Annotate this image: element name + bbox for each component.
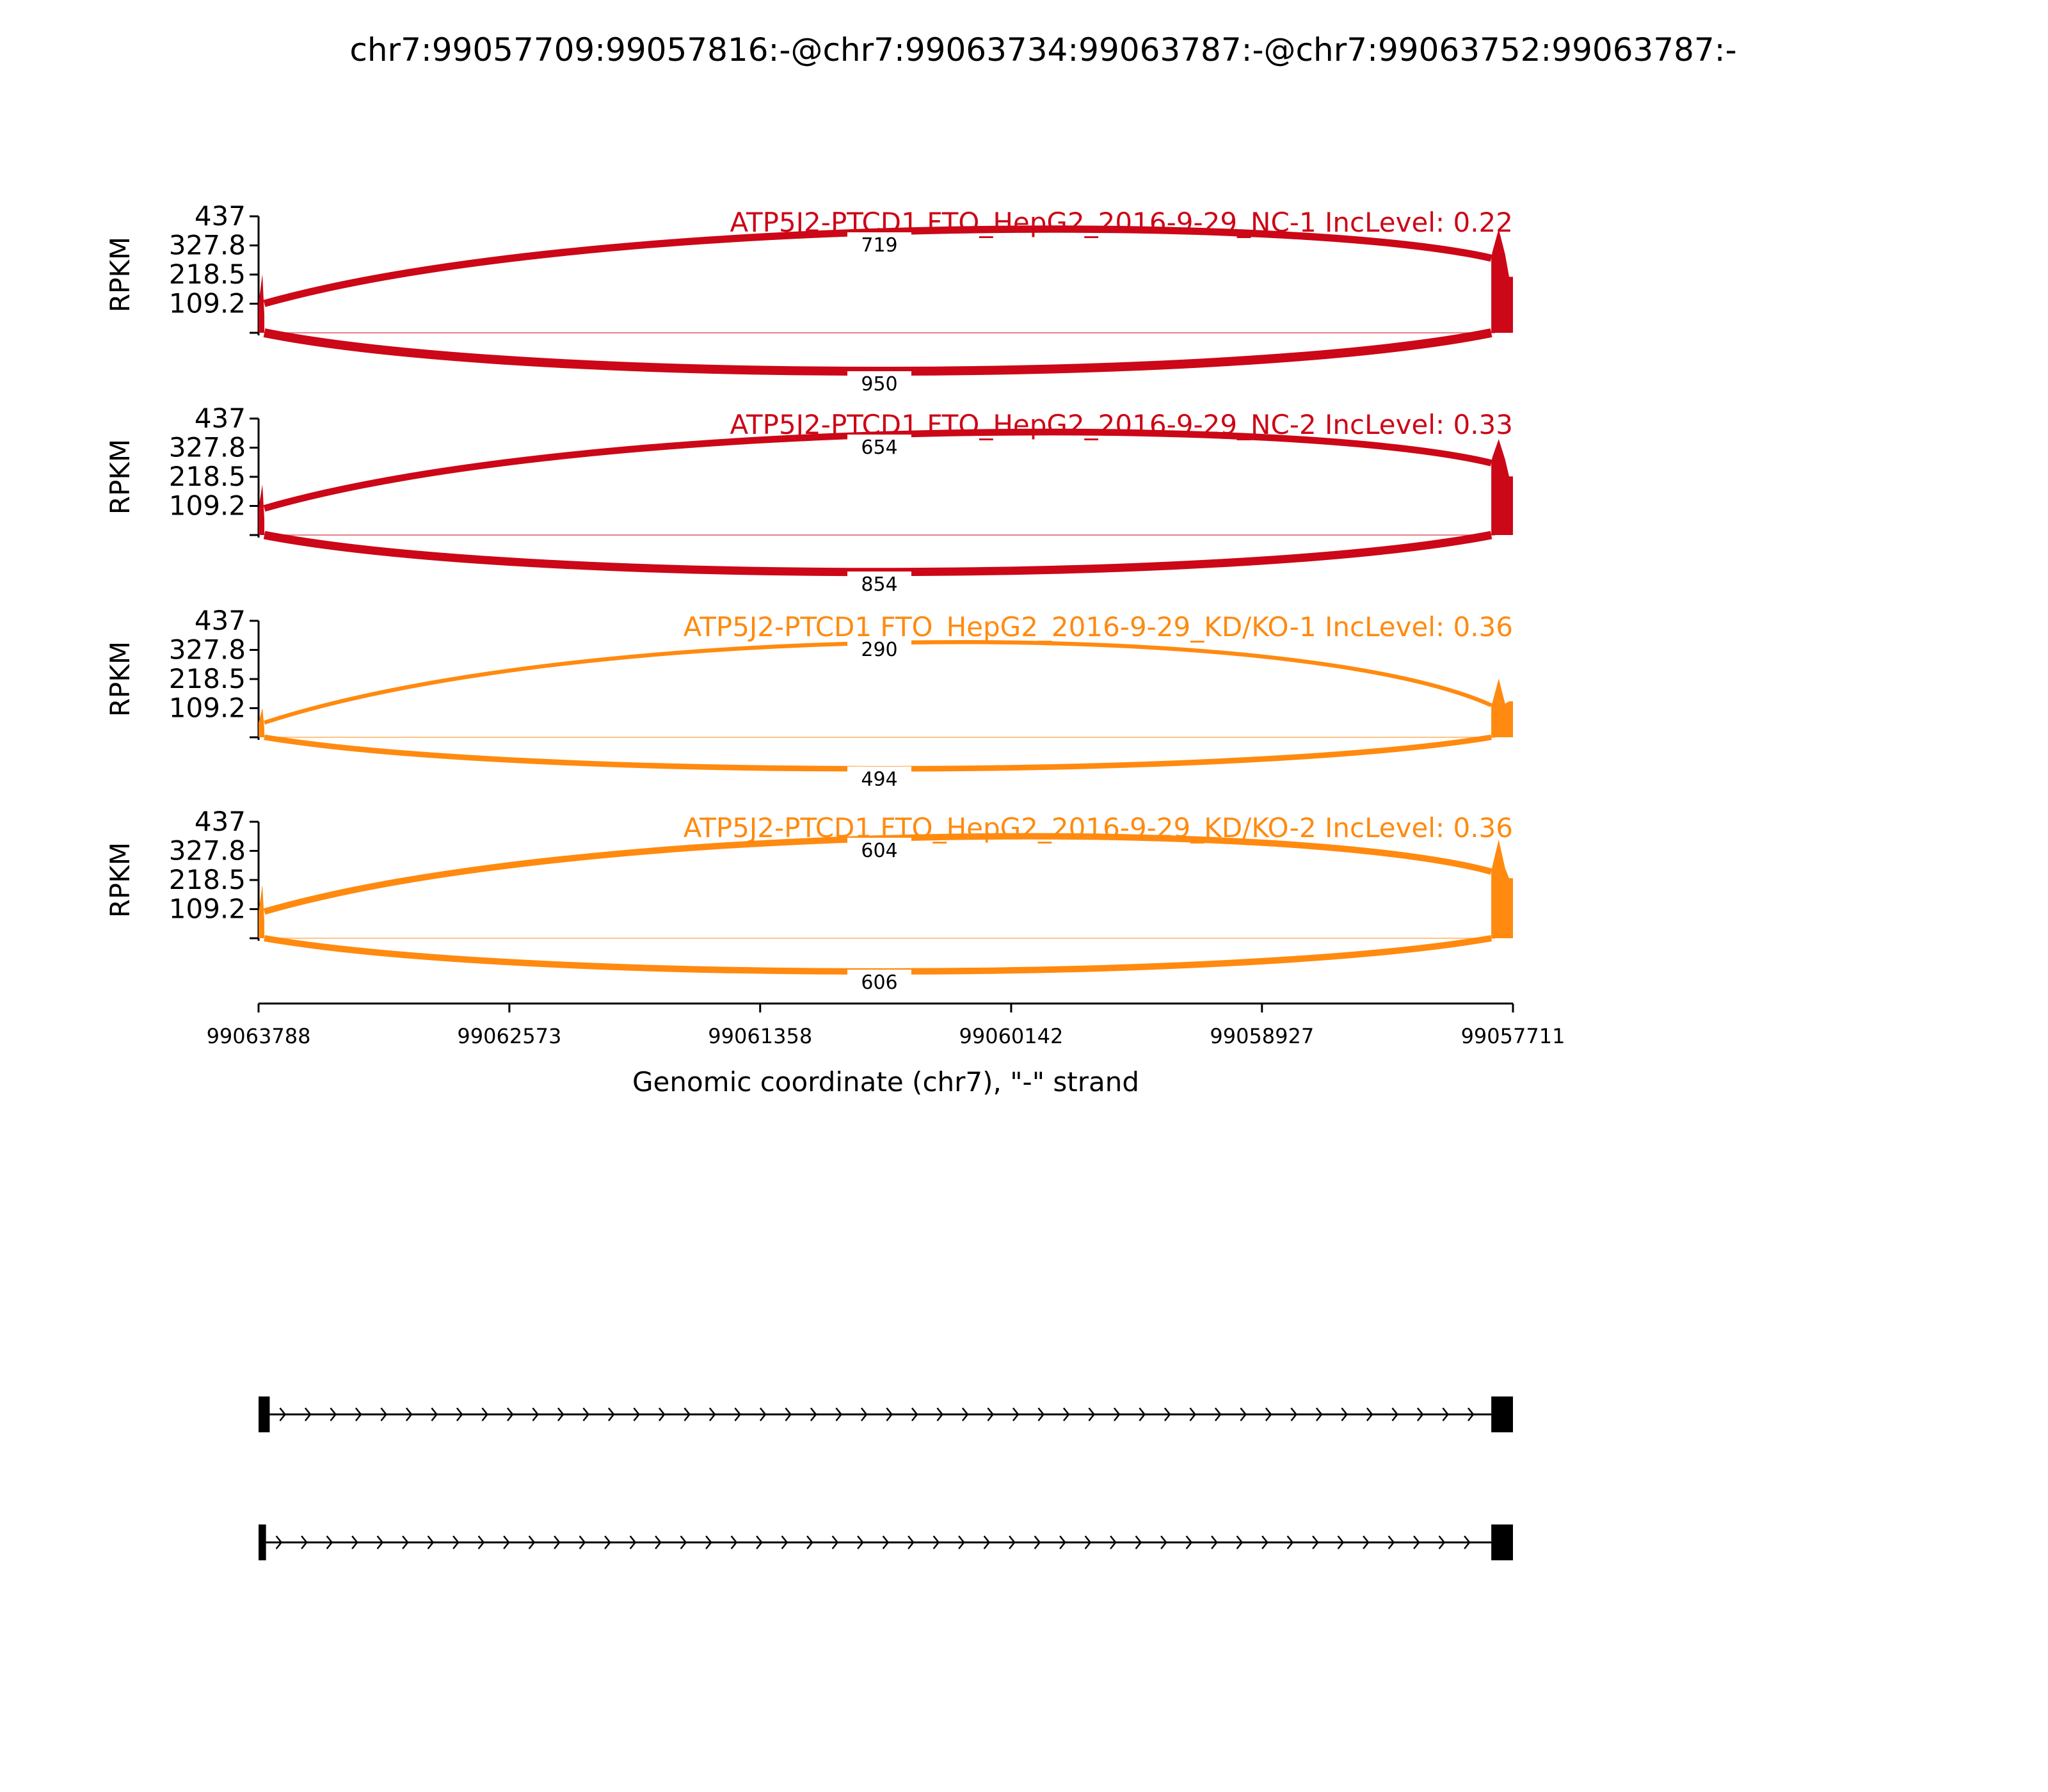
junction-arc <box>264 535 1491 572</box>
coverage-peak-right <box>1491 678 1513 737</box>
exon-block <box>1491 1396 1513 1432</box>
y-tick-label: 327.8 <box>168 431 246 463</box>
y-tick-label: 327.8 <box>168 634 246 666</box>
y-tick-label: 109.2 <box>168 490 246 522</box>
x-axis <box>207 1004 1565 1048</box>
y-tick-label: 109.2 <box>168 692 246 724</box>
track-1 <box>104 200 1513 397</box>
junction-count: 494 <box>861 768 898 791</box>
track-title: ATP5J2-PTCD1 FTO_HepG2_2016-9-29_KD/KO-2 IncLevel: 0.36 <box>683 812 1513 844</box>
y-tick-label: 109.2 <box>168 287 246 319</box>
x-tick-label: 99063788 <box>206 1024 311 1048</box>
exon-block <box>1491 1524 1513 1560</box>
y-tick-label: 437 <box>194 200 246 232</box>
y-tick-label: 218.5 <box>168 663 246 694</box>
x-tick-label: 99060142 <box>959 1024 1064 1048</box>
junction-arc <box>264 938 1491 972</box>
junction-arc <box>264 333 1491 371</box>
y-tick-label: 109.2 <box>168 893 246 925</box>
coverage-peak-right <box>1491 840 1513 938</box>
junction-count: 719 <box>861 234 898 257</box>
x-tick-label: 99062573 <box>457 1024 562 1048</box>
track-3 <box>104 605 1513 792</box>
track-2 <box>104 403 1513 597</box>
coverage-peak-right <box>1491 439 1513 535</box>
junction-count: 854 <box>861 573 898 596</box>
junction-count: 290 <box>861 639 898 661</box>
gene-models <box>259 1396 1513 1560</box>
tracks-group <box>104 200 1513 995</box>
y-tick-label: 218.5 <box>168 461 246 492</box>
y-tick-label: 437 <box>194 806 246 837</box>
chart-title: chr7:99057709:99057816:-@chr7:99063734:99063787:-@chr7:99063752:99063787:- <box>349 31 1737 68</box>
track-title: ATP5J2-PTCD1 FTO_HepG2_2016-9-29_NC-2 IncLevel: 0.33 <box>730 409 1513 440</box>
junction-arc <box>264 737 1491 769</box>
x-tick-label: 99057711 <box>1460 1024 1565 1048</box>
exon-block <box>259 1396 269 1432</box>
y-tick-label: 437 <box>194 403 246 434</box>
track-title: ATP5J2-PTCD1 FTO_HepG2_2016-9-29_NC-1 IncLevel: 0.22 <box>730 207 1513 238</box>
junction-count: 606 <box>861 972 898 995</box>
exon-block <box>259 1524 266 1560</box>
junction-count: 950 <box>861 373 898 396</box>
y-axis-label: RPKM <box>104 641 136 717</box>
x-tick-label: 99061358 <box>708 1024 813 1048</box>
y-axis-label: RPKM <box>104 842 136 918</box>
junction-count: 604 <box>861 840 898 862</box>
y-tick-label: 327.8 <box>168 835 246 867</box>
x-tick-label: 99058927 <box>1210 1024 1315 1048</box>
x-axis-label: Genomic coordinate (chr7), "-" strand <box>632 1066 1140 1098</box>
isoform-2 <box>259 1524 1513 1560</box>
y-tick-label: 437 <box>194 605 246 636</box>
y-tick-label: 218.5 <box>168 259 246 290</box>
coverage-peak-right <box>1491 229 1513 333</box>
track-4 <box>104 806 1513 995</box>
isoform-1 <box>259 1396 1513 1432</box>
track-title: ATP5J2-PTCD1 FTO_HepG2_2016-9-29_KD/KO-1 IncLevel: 0.36 <box>683 611 1513 643</box>
y-axis-label: RPKM <box>104 438 136 515</box>
y-tick-label: 327.8 <box>168 229 246 261</box>
y-axis-label: RPKM <box>104 236 136 313</box>
junction-count: 654 <box>861 436 898 459</box>
y-tick-label: 218.5 <box>168 864 246 895</box>
